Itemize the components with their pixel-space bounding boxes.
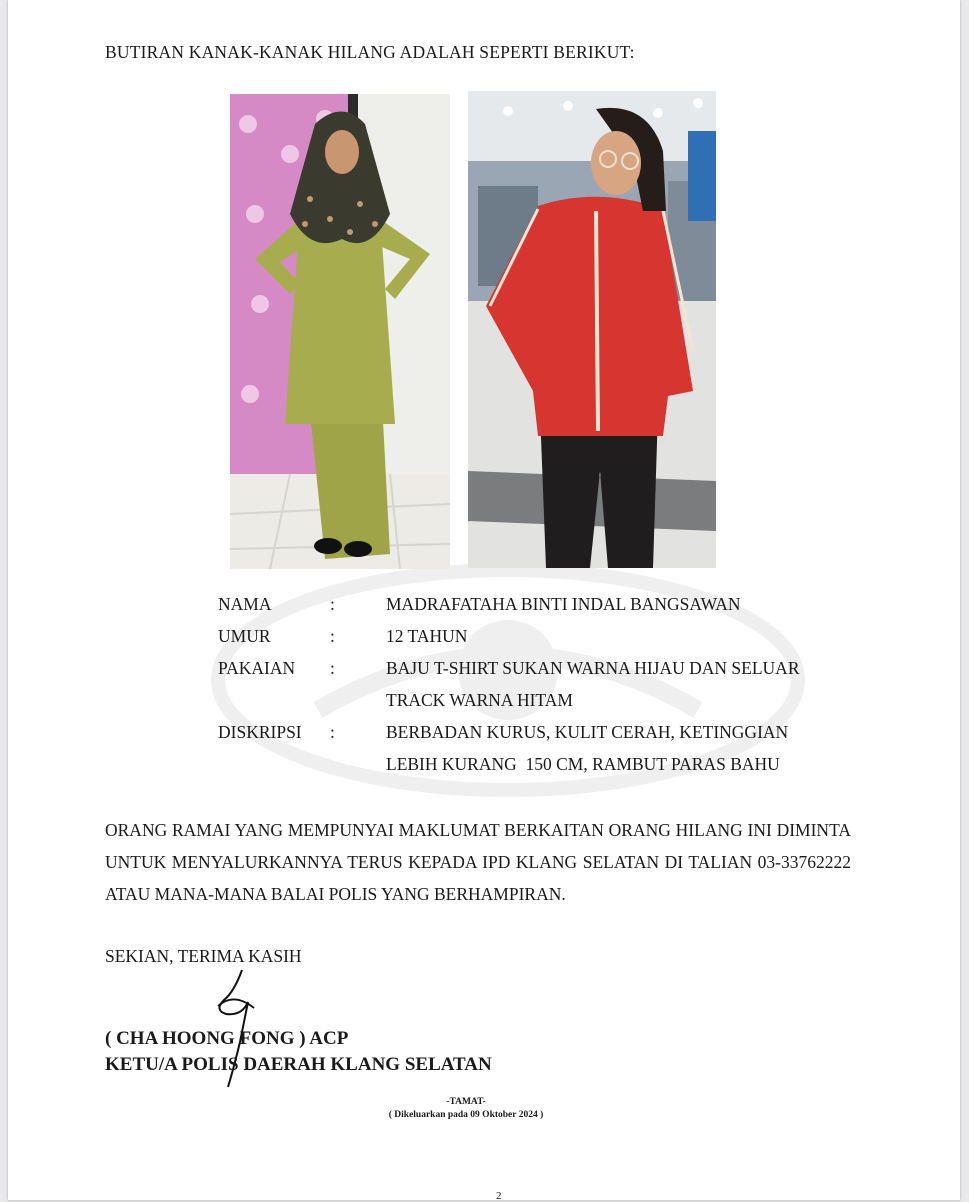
detail-row-diskripsi [218, 716, 858, 748]
closing-line: SEKIAN, TERIMA KASIH [105, 946, 302, 966]
footer-block [348, 1096, 584, 1122]
detail-label: NAMA [218, 594, 272, 614]
page-number: 2 [496, 1190, 502, 1202]
missing-child-photo-1 [230, 94, 450, 569]
detail-colon: : [330, 722, 335, 742]
detail-colon [330, 748, 386, 780]
document-page [8, 0, 960, 1200]
detail-label: UMUR [218, 626, 271, 646]
detail-row-nama [218, 588, 858, 620]
detail-colon: : [330, 594, 335, 614]
detail-value: BERBADAN KURUS, KULIT CERAH, KETINGGIAN [386, 722, 789, 742]
tamat-label: -TAMAT- [446, 1097, 486, 1107]
detail-label: DISKRIPSI [218, 722, 302, 742]
detail-row-diskripsi-cont [218, 748, 858, 780]
officer-name: ( CHA HOONG FONG ) ACP [105, 1028, 349, 1049]
missing-child-photo-2 [468, 91, 716, 568]
detail-value: BAJU T-SHIRT SUKAN WARNA HIJAU DAN SELUAR [386, 658, 800, 678]
detail-colon: : [330, 658, 335, 678]
detail-colon: : [330, 626, 335, 646]
detail-colon [330, 684, 386, 716]
detail-row-pakaian [218, 652, 858, 684]
detail-row-umur [218, 620, 858, 652]
officer-title: KETU/A POLIS DAERAH KLANG SELATAN [105, 1054, 492, 1075]
officer-block [105, 1026, 492, 1078]
child-details-table [218, 588, 858, 780]
detail-row-pakaian-cont [218, 684, 858, 716]
detail-value: 12 TAHUN [386, 626, 468, 646]
section-heading: BUTIRAN KANAK-KANAK HILANG ADALAH SEPERTI BERIKUT: [105, 42, 635, 62]
detail-value: TRACK WARNA HITAM [386, 690, 573, 710]
public-notice-paragraph: ORANG RAMAI YANG MEMPUNYAI MAKLUMAT BERKAITAN ORANG HILANG INI DIMINTA UNTUK MENYALURKANNYA TERUS KEPADA IPD KLANG SELATAN DI TALIAN 03-33762222 ATAU MANA-MANA BALAI POLIS YANG BERHAMPIRAN. [105, 820, 851, 904]
detail-value: LEBIH KURANG 150 CM, RAMBUT PARAS BAHU [386, 754, 780, 774]
detail-value: MADRAFATAHA BINTI INDAL BANGSAWAN [386, 594, 741, 614]
detail-label: PAKAIAN [218, 658, 296, 678]
detail-label [218, 748, 330, 780]
detail-label [218, 684, 330, 716]
issued-date: ( Dikeluarkan pada 09 Oktober 2024 ) [388, 1110, 544, 1120]
